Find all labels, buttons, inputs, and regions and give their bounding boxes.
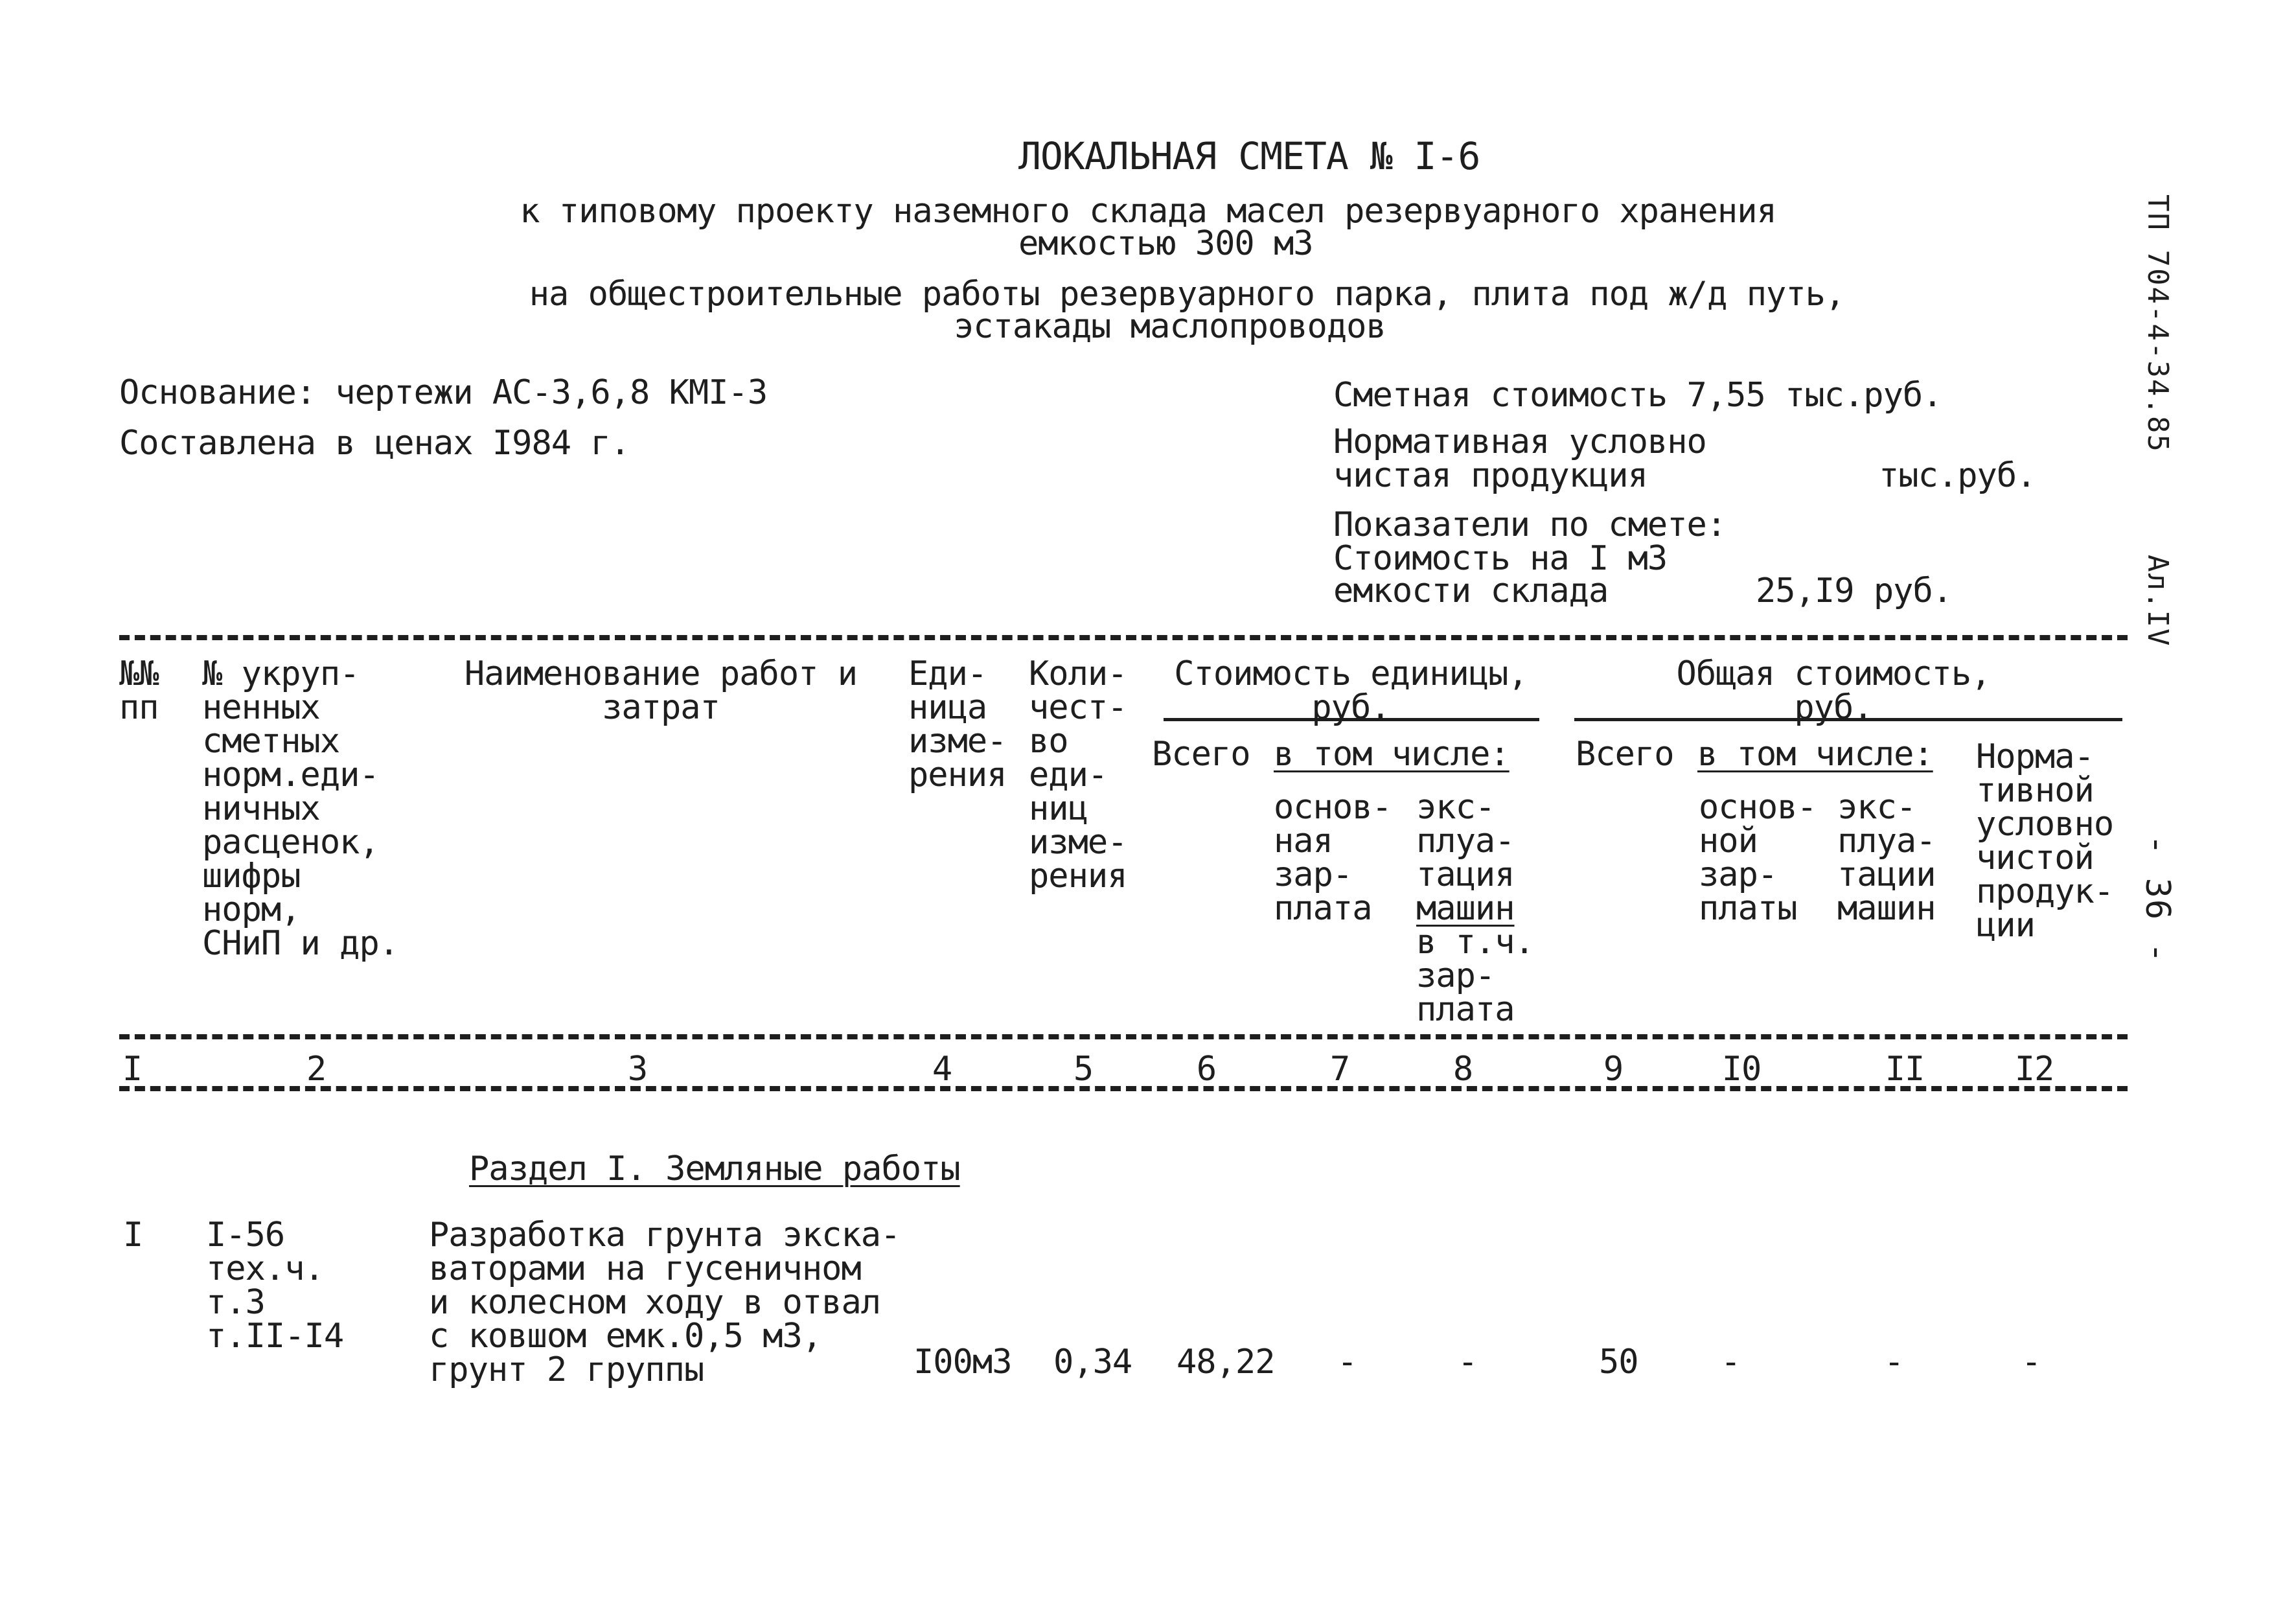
works-description-cont: эстакады маслопроводов bbox=[954, 307, 1386, 346]
total-cost-group-rule bbox=[1574, 718, 2122, 721]
column-number-11: II bbox=[1885, 1050, 1925, 1089]
header-col-unit-machines-word: машин bbox=[1416, 889, 1515, 928]
column-number-4: 4 bbox=[932, 1050, 952, 1089]
header-col-name: Наименование работ и затрат bbox=[464, 654, 858, 727]
header-col-quantity: Коли- чест- во еди- ниц изме- рения bbox=[1029, 654, 1127, 896]
table-top-rule bbox=[119, 635, 2128, 640]
column-number-8: 8 bbox=[1452, 1050, 1473, 1089]
column-number-1: I bbox=[122, 1050, 143, 1089]
header-col-unit: Еди- ница изме- рения bbox=[908, 654, 1007, 794]
basis-text: Основание: чертежи АС-3,6,8 КМI-3 bbox=[119, 373, 768, 412]
unit-cost-group-rule bbox=[1164, 718, 1539, 721]
header-col-unit-total: Всего bbox=[1152, 735, 1250, 774]
normative-label-cont: чистая продукция bbox=[1333, 456, 1647, 495]
header-col-number: №№ пп bbox=[119, 654, 159, 727]
project-subtitle: к типовому проекту наземного склада масел резервуарного хранения bbox=[520, 192, 1776, 231]
header-col-unit-wage: основ- ная зар- плата bbox=[1274, 788, 1392, 928]
row-code: I-56 тех.ч. т.3 т.II-I4 bbox=[206, 1216, 344, 1356]
column-number-6: 6 bbox=[1196, 1050, 1217, 1089]
album-number: Ал.IV bbox=[2141, 555, 2174, 647]
header-unit-cost-group: Стоимость единицы, bbox=[1174, 654, 1528, 693]
header-total-incl: в том числе: bbox=[1697, 735, 1933, 774]
row-unit-machines: - bbox=[1458, 1343, 1478, 1382]
column-number-7: 7 bbox=[1329, 1050, 1350, 1089]
header-unit-incl: в том числе: bbox=[1274, 735, 1510, 774]
indicator-capacity-label: емкости склада bbox=[1333, 572, 1609, 610]
row-normative: - bbox=[2021, 1343, 2041, 1382]
works-description: на общестроительные работы резервуарного парка, плита под ж/д путь, bbox=[529, 275, 1845, 314]
header-col-unit-machines-wage: в т.ч. зар- плата bbox=[1416, 923, 1534, 1029]
prices-text: Составлена в ценах I984 г. bbox=[119, 424, 630, 463]
column-number-2: 2 bbox=[306, 1050, 327, 1089]
header-col-normative: Норма- тивной условно чистой продук- ции bbox=[1976, 737, 2114, 945]
row-total-machines: - bbox=[1884, 1343, 1904, 1382]
column-number-10: I0 bbox=[1721, 1050, 1762, 1089]
row-unit: I00м3 bbox=[913, 1343, 1012, 1382]
header-col-code: № укруп- ненных сметных норм.еди- ничных расценок, шифры норм, СНиП и др. bbox=[202, 654, 399, 963]
section-title: Раздел I. Земляные работы bbox=[469, 1150, 960, 1188]
header-col-unit-machines: экс- плуа- тация bbox=[1416, 788, 1515, 894]
column-number-9: 9 bbox=[1603, 1050, 1624, 1089]
header-total-cost-currency: руб. bbox=[1794, 688, 1873, 727]
indicator-value: 25,I9 руб. bbox=[1756, 572, 1953, 610]
row-quantity: 0,34 bbox=[1053, 1343, 1132, 1382]
header-col-total: Всего bbox=[1576, 735, 1674, 774]
table-header-rule bbox=[119, 1034, 2128, 1039]
column-number-12: I2 bbox=[2014, 1050, 2054, 1089]
indicators-label: Показатели по смете: bbox=[1333, 505, 1727, 544]
column-number-3: 3 bbox=[627, 1050, 648, 1089]
header-col-total-wage: основ- ной зар- платы bbox=[1699, 788, 1817, 928]
indicator-cost-label: Стоимость на I м3 bbox=[1333, 539, 1668, 578]
header-unit-cost-currency: руб. bbox=[1311, 688, 1390, 727]
estimated-cost: Сметная стоимость 7,55 тыс.руб. bbox=[1333, 376, 1942, 415]
normative-unit: тыс.руб. bbox=[1879, 456, 2036, 495]
project-code: ТП 704-4-34.85 bbox=[2141, 194, 2174, 453]
row-total-wage: - bbox=[1721, 1343, 1741, 1382]
document-title: ЛОКАЛЬНАЯ СМЕТА № I-6 bbox=[1018, 134, 1480, 178]
row-work-name: Разработка грунта экска- ваторами на гусеничном и колесном ходу в отвал с ковшом емк.0,5 м3, грунт 2 группы bbox=[429, 1216, 901, 1389]
normative-label: Нормативная условно bbox=[1333, 422, 1706, 461]
row-unit-total: 48,22 bbox=[1177, 1343, 1275, 1382]
header-total-cost-group: Общая стоимость, bbox=[1676, 654, 1991, 693]
column-number-5: 5 bbox=[1073, 1050, 1094, 1089]
column-numbers-rule bbox=[119, 1086, 2128, 1091]
header-col-total-machines: экс- плуа- тации машин bbox=[1837, 788, 1936, 928]
row-total: 50 bbox=[1599, 1343, 1638, 1382]
row-unit-wage: - bbox=[1337, 1343, 1357, 1382]
page-number: - 36 - bbox=[2138, 835, 2177, 964]
project-capacity: емкостью 300 м3 bbox=[1018, 224, 1313, 263]
row-number: I bbox=[123, 1216, 143, 1254]
